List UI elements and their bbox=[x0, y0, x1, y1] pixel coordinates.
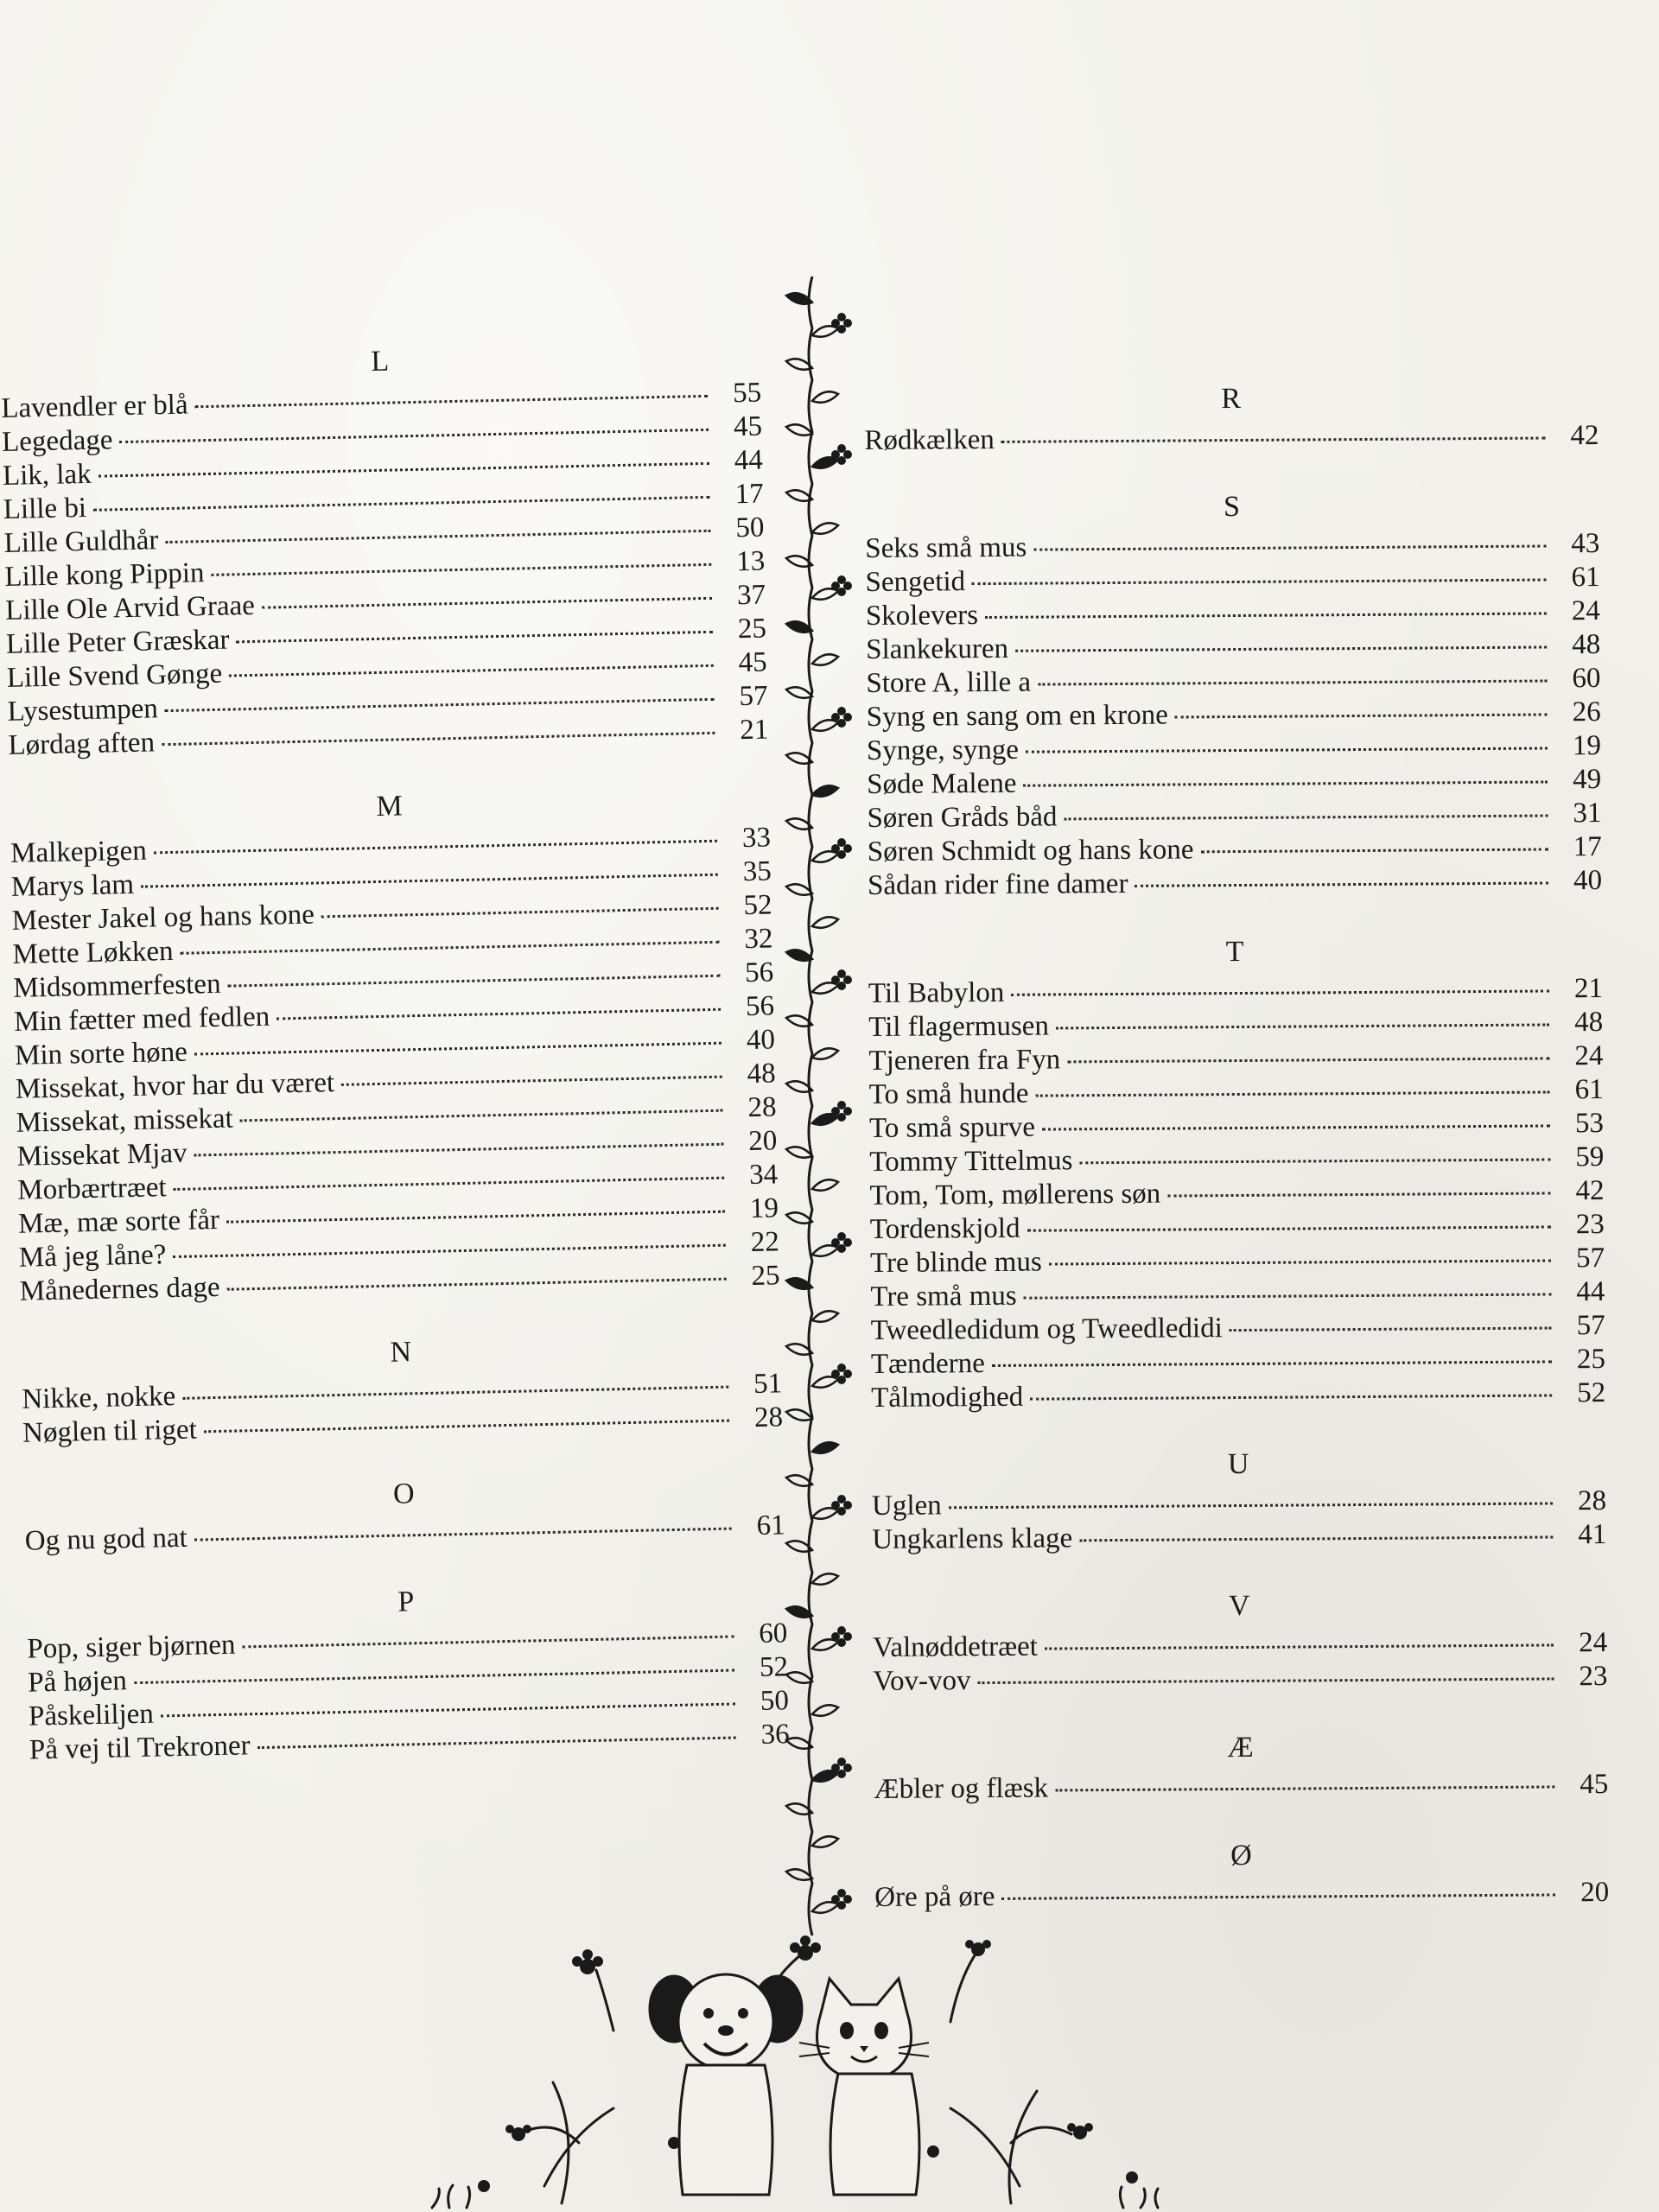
index-section-s bbox=[865, 487, 1602, 903]
entry-title: Øre på øre bbox=[874, 1880, 995, 1913]
index-section-m bbox=[10, 781, 780, 1308]
entry-page-number: 59 bbox=[1575, 1141, 1605, 1173]
entry-page-number: 52 bbox=[1577, 1377, 1606, 1409]
entry-page-number: 61 bbox=[1571, 562, 1600, 594]
entry-title: Mester Jakel og hans kone bbox=[11, 899, 315, 937]
index-entry bbox=[871, 1343, 1605, 1382]
entry-page-number: 31 bbox=[1573, 798, 1602, 830]
entry-page-number: 24 bbox=[1571, 595, 1600, 627]
dot-leader bbox=[949, 1502, 1553, 1509]
entry-title: Uglen bbox=[871, 1490, 942, 1522]
index-entry bbox=[873, 1660, 1607, 1699]
entry-title: Midsommerfesten bbox=[13, 968, 221, 1004]
entry-title: Til Babylon bbox=[868, 976, 1005, 1009]
entry-page-number: 52 bbox=[743, 889, 772, 922]
dot-leader bbox=[204, 1420, 729, 1433]
entry-title: Marys lam bbox=[10, 868, 135, 903]
dot-leader bbox=[257, 1737, 736, 1750]
index-entry bbox=[873, 1626, 1607, 1665]
entry-title: Tommy Tittelmus bbox=[869, 1145, 1073, 1178]
entry-page-number: 25 bbox=[737, 613, 767, 645]
entry-page-number: 42 bbox=[1570, 420, 1599, 452]
entry-page-number: 37 bbox=[736, 579, 766, 612]
index-entry bbox=[866, 594, 1600, 633]
dot-leader bbox=[236, 631, 713, 644]
entry-title: Nikke, nokke bbox=[22, 1381, 176, 1415]
dot-leader bbox=[1030, 1394, 1552, 1400]
entry-page-number: 26 bbox=[1572, 696, 1601, 728]
index-entry bbox=[868, 1006, 1603, 1045]
entry-title: På højen bbox=[27, 1665, 128, 1699]
entry-page-number: 57 bbox=[1575, 1243, 1605, 1274]
entry-title: Seks små mus bbox=[865, 531, 1027, 564]
entry-page-number: 45 bbox=[738, 646, 768, 679]
dog-and-cat-illustration-icon bbox=[415, 1927, 1192, 2212]
index-section-u bbox=[872, 1445, 1607, 1557]
dot-leader bbox=[978, 1677, 1554, 1684]
dot-leader bbox=[992, 1360, 1552, 1367]
entry-page-number: 20 bbox=[1580, 1877, 1610, 1909]
dot-leader bbox=[985, 612, 1547, 619]
entry-title: På vej til Trekroner bbox=[29, 1730, 251, 1766]
dot-leader bbox=[165, 698, 715, 712]
dot-leader bbox=[1064, 814, 1548, 820]
entry-page-number: 60 bbox=[1572, 663, 1601, 695]
dot-leader bbox=[1001, 1893, 1555, 1899]
entry-page-number: 45 bbox=[733, 410, 763, 443]
entry-title: Lille bi bbox=[3, 492, 87, 525]
dot-leader bbox=[1035, 1090, 1549, 1096]
dot-leader bbox=[119, 429, 709, 443]
entry-title: Tålmodighed bbox=[871, 1381, 1024, 1414]
entry-title: Lik, lak bbox=[2, 458, 92, 492]
dot-leader bbox=[1033, 544, 1546, 550]
index-section-r bbox=[864, 379, 1599, 458]
entry-title: Tweedledidum og Tweedledidi bbox=[870, 1313, 1223, 1346]
index-entry bbox=[869, 1073, 1604, 1112]
index-entry bbox=[870, 1208, 1605, 1247]
section-letter-heading: Æ bbox=[1227, 1731, 1255, 1764]
index-entry bbox=[868, 972, 1603, 1011]
dot-leader bbox=[321, 907, 719, 918]
entry-title: Missekat, hvor har du været bbox=[15, 1067, 335, 1105]
dot-leader bbox=[1056, 1023, 1549, 1029]
entry-page-number: 56 bbox=[745, 990, 775, 1023]
dot-leader bbox=[1023, 780, 1548, 786]
entry-title: Morbærtræet bbox=[16, 1172, 167, 1206]
dot-leader bbox=[162, 732, 715, 746]
index-entry bbox=[871, 1376, 1605, 1415]
entry-title: Slankekuren bbox=[866, 632, 1009, 665]
entry-page-number: 28 bbox=[747, 1091, 777, 1124]
index-column-left bbox=[0, 337, 791, 1802]
entry-title: Må jeg låne? bbox=[18, 1239, 167, 1274]
index-section-t bbox=[868, 932, 1605, 1415]
section-letter-heading: R bbox=[1221, 382, 1243, 416]
entry-title: Valnøddetræet bbox=[873, 1630, 1038, 1663]
entry-page-number: 48 bbox=[1574, 1007, 1604, 1039]
entry-title: Malkepigen bbox=[10, 835, 148, 869]
entry-page-number: 17 bbox=[1573, 831, 1602, 863]
entry-page-number: 42 bbox=[1575, 1175, 1605, 1207]
entry-title: Tænderne bbox=[870, 1348, 985, 1380]
section-letter-heading: U bbox=[1227, 1447, 1250, 1481]
index-entry bbox=[869, 1174, 1604, 1213]
entry-page-number: 40 bbox=[1573, 865, 1603, 897]
index-entry bbox=[870, 1242, 1605, 1281]
index-entry bbox=[871, 1309, 1605, 1348]
entry-page-number: 24 bbox=[1574, 1040, 1604, 1072]
dot-leader bbox=[1135, 881, 1549, 887]
entry-page-number: 53 bbox=[1574, 1108, 1605, 1140]
dot-leader bbox=[972, 578, 1547, 585]
section-letter-heading: T bbox=[1225, 935, 1245, 969]
entry-page-number: 48 bbox=[1571, 629, 1601, 661]
dot-leader bbox=[1079, 1158, 1550, 1164]
entry-page-number: 50 bbox=[760, 1685, 790, 1717]
entry-page-number: 43 bbox=[1571, 528, 1600, 560]
entry-title: Ungkarlens klage bbox=[872, 1522, 1073, 1555]
entry-title: Lysestumpen bbox=[7, 693, 159, 728]
index-entry bbox=[867, 797, 1601, 836]
entry-title: Tre blinde mus bbox=[869, 1246, 1042, 1279]
entry-title: Nøglen til riget bbox=[22, 1414, 198, 1449]
dot-leader bbox=[194, 1143, 724, 1157]
entry-page-number: 41 bbox=[1578, 1519, 1607, 1551]
index-entry bbox=[865, 561, 1599, 600]
entry-title: Søren Gråds båd bbox=[867, 801, 1058, 834]
entry-page-number: 40 bbox=[746, 1024, 776, 1057]
entry-title: Søde Malene bbox=[867, 767, 1017, 800]
dot-leader bbox=[173, 1244, 726, 1258]
dot-leader bbox=[1024, 1293, 1552, 1299]
dot-leader bbox=[1015, 645, 1547, 652]
entry-page-number: 56 bbox=[744, 957, 774, 989]
entry-title: Min fætter med fedlen bbox=[13, 1001, 270, 1038]
entry-title: Synge, synge bbox=[866, 734, 1020, 766]
dot-leader bbox=[1011, 989, 1549, 995]
dot-leader bbox=[262, 597, 712, 609]
dot-leader bbox=[276, 1008, 721, 1020]
index-entry bbox=[869, 1107, 1604, 1146]
flower-vine-icon bbox=[752, 268, 873, 1944]
index-entry bbox=[869, 1141, 1604, 1179]
dot-leader bbox=[227, 1278, 727, 1291]
entry-page-number: 44 bbox=[1576, 1276, 1605, 1308]
dot-leader bbox=[165, 530, 710, 543]
section-letter-heading: L bbox=[371, 345, 391, 378]
index-entry bbox=[868, 830, 1602, 869]
entry-title: Missekat Mjav bbox=[16, 1137, 188, 1173]
index-entry bbox=[868, 864, 1602, 903]
entry-title: Månedernes dage bbox=[19, 1271, 220, 1307]
entry-title: To små spurve bbox=[868, 1111, 1036, 1144]
entry-title: Og nu god nat bbox=[24, 1522, 188, 1557]
index-entry bbox=[868, 1039, 1603, 1078]
entry-title: To små hunde bbox=[868, 1077, 1029, 1110]
index-entry bbox=[867, 729, 1601, 768]
entry-title: Lavendler er blå bbox=[0, 389, 188, 424]
index-entry bbox=[872, 1484, 1606, 1523]
entry-title: Søren Schmidt og hans kone bbox=[867, 834, 1194, 868]
entry-page-number: 17 bbox=[734, 478, 764, 511]
entry-page-number: 24 bbox=[1579, 1627, 1608, 1659]
dot-leader bbox=[211, 563, 711, 576]
entry-page-number: 21 bbox=[739, 714, 769, 747]
entry-title: Lille kong Pippin bbox=[4, 557, 205, 593]
dot-leader bbox=[228, 975, 721, 988]
entry-title: Tre små mus bbox=[870, 1280, 1017, 1313]
dot-leader bbox=[174, 1177, 725, 1191]
entry-page-number: 25 bbox=[751, 1260, 780, 1293]
entry-page-number: 44 bbox=[734, 444, 764, 477]
index-section-l bbox=[0, 337, 769, 763]
entry-title: Syng en sang om en krone bbox=[866, 699, 1169, 733]
dot-leader bbox=[1027, 1225, 1551, 1231]
entry-page-number: 23 bbox=[1575, 1209, 1605, 1241]
dot-leader bbox=[1038, 679, 1547, 685]
entry-page-number: 35 bbox=[742, 855, 772, 888]
entry-page-number: 21 bbox=[1573, 973, 1604, 1005]
entry-title: Tjeneren fra Fyn bbox=[868, 1044, 1061, 1077]
entry-title: Legedage bbox=[1, 424, 113, 458]
entry-page-number: 60 bbox=[758, 1618, 788, 1649]
index-section-o bbox=[23, 1469, 785, 1558]
dot-leader bbox=[240, 1109, 723, 1122]
index-entry bbox=[867, 696, 1601, 734]
index-section-n bbox=[21, 1327, 783, 1450]
entry-page-number: 22 bbox=[750, 1226, 780, 1259]
index-section-oe bbox=[874, 1836, 1610, 1915]
entry-page-number: 48 bbox=[747, 1058, 777, 1090]
dot-leader bbox=[141, 874, 718, 888]
dot-leader bbox=[181, 941, 720, 955]
dot-leader bbox=[242, 1636, 734, 1649]
entry-title: Store A, lille a bbox=[866, 666, 1032, 699]
entry-title: Lille Svend Gønge bbox=[6, 658, 223, 694]
entry-title: Mæ, mæ sorte får bbox=[17, 1204, 220, 1240]
entry-page-number: 34 bbox=[748, 1159, 779, 1192]
dot-leader bbox=[161, 1703, 735, 1718]
index-entry bbox=[864, 419, 1599, 458]
dot-leader bbox=[1055, 1785, 1554, 1791]
entry-page-number: 45 bbox=[1580, 1769, 1609, 1801]
dot-leader bbox=[1175, 713, 1548, 718]
entry-page-number: 28 bbox=[1577, 1485, 1607, 1517]
entry-page-number: 20 bbox=[747, 1125, 778, 1158]
section-letter-heading: Ø bbox=[1230, 1839, 1253, 1872]
entry-title: Vov-vov bbox=[873, 1665, 971, 1697]
dot-leader bbox=[195, 395, 709, 408]
entry-page-number: 25 bbox=[1576, 1344, 1606, 1376]
entry-page-number: 19 bbox=[1572, 730, 1602, 762]
index-section-ae bbox=[874, 1728, 1609, 1807]
entry-title: Sådan rider fine damer bbox=[867, 868, 1128, 901]
entry-page-number: 23 bbox=[1579, 1661, 1608, 1693]
entry-title: Sengetid bbox=[865, 566, 966, 598]
dot-leader bbox=[194, 1528, 732, 1541]
section-letter-heading: N bbox=[390, 1336, 413, 1369]
index-entry bbox=[866, 662, 1600, 701]
entry-page-number: 19 bbox=[749, 1192, 779, 1225]
dot-leader bbox=[1001, 436, 1546, 442]
index-section-p bbox=[26, 1577, 790, 1767]
entry-title: Tordenskjold bbox=[869, 1212, 1020, 1245]
section-letter-heading: S bbox=[1223, 490, 1242, 524]
entry-title: Lille Peter Græskar bbox=[5, 624, 230, 660]
entry-page-number: 28 bbox=[753, 1402, 784, 1433]
section-letter-heading: O bbox=[392, 1478, 416, 1510]
dot-leader bbox=[1049, 1259, 1551, 1265]
index-entry bbox=[867, 763, 1601, 802]
entry-title: Pop, siger bjørnen bbox=[27, 1629, 236, 1665]
entry-title: Min sorte høne bbox=[14, 1036, 188, 1071]
entry-page-number: 51 bbox=[753, 1368, 783, 1400]
section-letter-heading: M bbox=[376, 790, 404, 823]
entry-title: Mette Løkken bbox=[12, 935, 174, 970]
dot-leader bbox=[99, 462, 709, 478]
dot-leader bbox=[182, 1386, 728, 1400]
dot-leader bbox=[1026, 747, 1548, 753]
entry-page-number: 57 bbox=[739, 680, 768, 713]
dot-leader bbox=[341, 1076, 722, 1086]
dot-leader bbox=[1167, 1192, 1550, 1197]
entry-page-number: 57 bbox=[1576, 1310, 1605, 1342]
entry-page-number: 55 bbox=[732, 377, 762, 410]
dot-leader bbox=[134, 1669, 734, 1685]
entry-title: Lille Guldhår bbox=[3, 524, 159, 559]
entry-page-number: 61 bbox=[756, 1510, 786, 1541]
section-letter-heading: P bbox=[397, 1586, 416, 1618]
entry-page-number: 61 bbox=[1574, 1074, 1604, 1106]
entry-page-number: 49 bbox=[1573, 764, 1602, 796]
index-section-v bbox=[873, 1586, 1608, 1699]
index-entry bbox=[865, 527, 1599, 566]
index-entry bbox=[872, 1518, 1606, 1557]
dot-leader bbox=[1042, 1124, 1550, 1130]
index-entry bbox=[874, 1768, 1608, 1807]
dot-leader bbox=[1067, 1057, 1549, 1063]
entry-title: Lørdag aften bbox=[8, 727, 156, 761]
entry-page-number: 33 bbox=[741, 822, 772, 855]
dot-leader bbox=[154, 840, 717, 855]
entry-page-number: 50 bbox=[735, 512, 765, 544]
index-column-right bbox=[864, 379, 1610, 1949]
entry-page-number: 13 bbox=[735, 545, 766, 578]
entry-title: Rødkælken bbox=[864, 423, 995, 456]
dot-leader bbox=[1230, 1326, 1552, 1332]
dot-leader bbox=[93, 496, 710, 512]
entry-page-number: 52 bbox=[759, 1651, 789, 1683]
dot-leader bbox=[226, 1211, 725, 1224]
entry-title: Påskeliljen bbox=[28, 1698, 155, 1732]
dot-leader bbox=[1200, 848, 1548, 853]
index-entry bbox=[874, 1876, 1609, 1915]
index-entry bbox=[870, 1275, 1605, 1314]
entry-title: Missekat, missekat bbox=[16, 1103, 234, 1139]
dot-leader bbox=[194, 1042, 721, 1056]
dot-leader bbox=[229, 664, 714, 677]
dot-leader bbox=[1045, 1643, 1554, 1649]
entry-page-number: 32 bbox=[744, 923, 773, 956]
dot-leader bbox=[1079, 1535, 1553, 1541]
entry-title: Skolevers bbox=[865, 600, 979, 632]
entry-title: Tom, Tom, møllerens søn bbox=[869, 1178, 1161, 1211]
section-letter-heading: V bbox=[1228, 1589, 1251, 1623]
index-entry bbox=[866, 628, 1600, 667]
entry-title: Til flagermusen bbox=[868, 1010, 1050, 1043]
entry-title: Lille Ole Arvid Graae bbox=[4, 589, 256, 626]
entry-page-number: 36 bbox=[760, 1719, 791, 1751]
entry-title: Æbler og flæsk bbox=[874, 1772, 1049, 1805]
